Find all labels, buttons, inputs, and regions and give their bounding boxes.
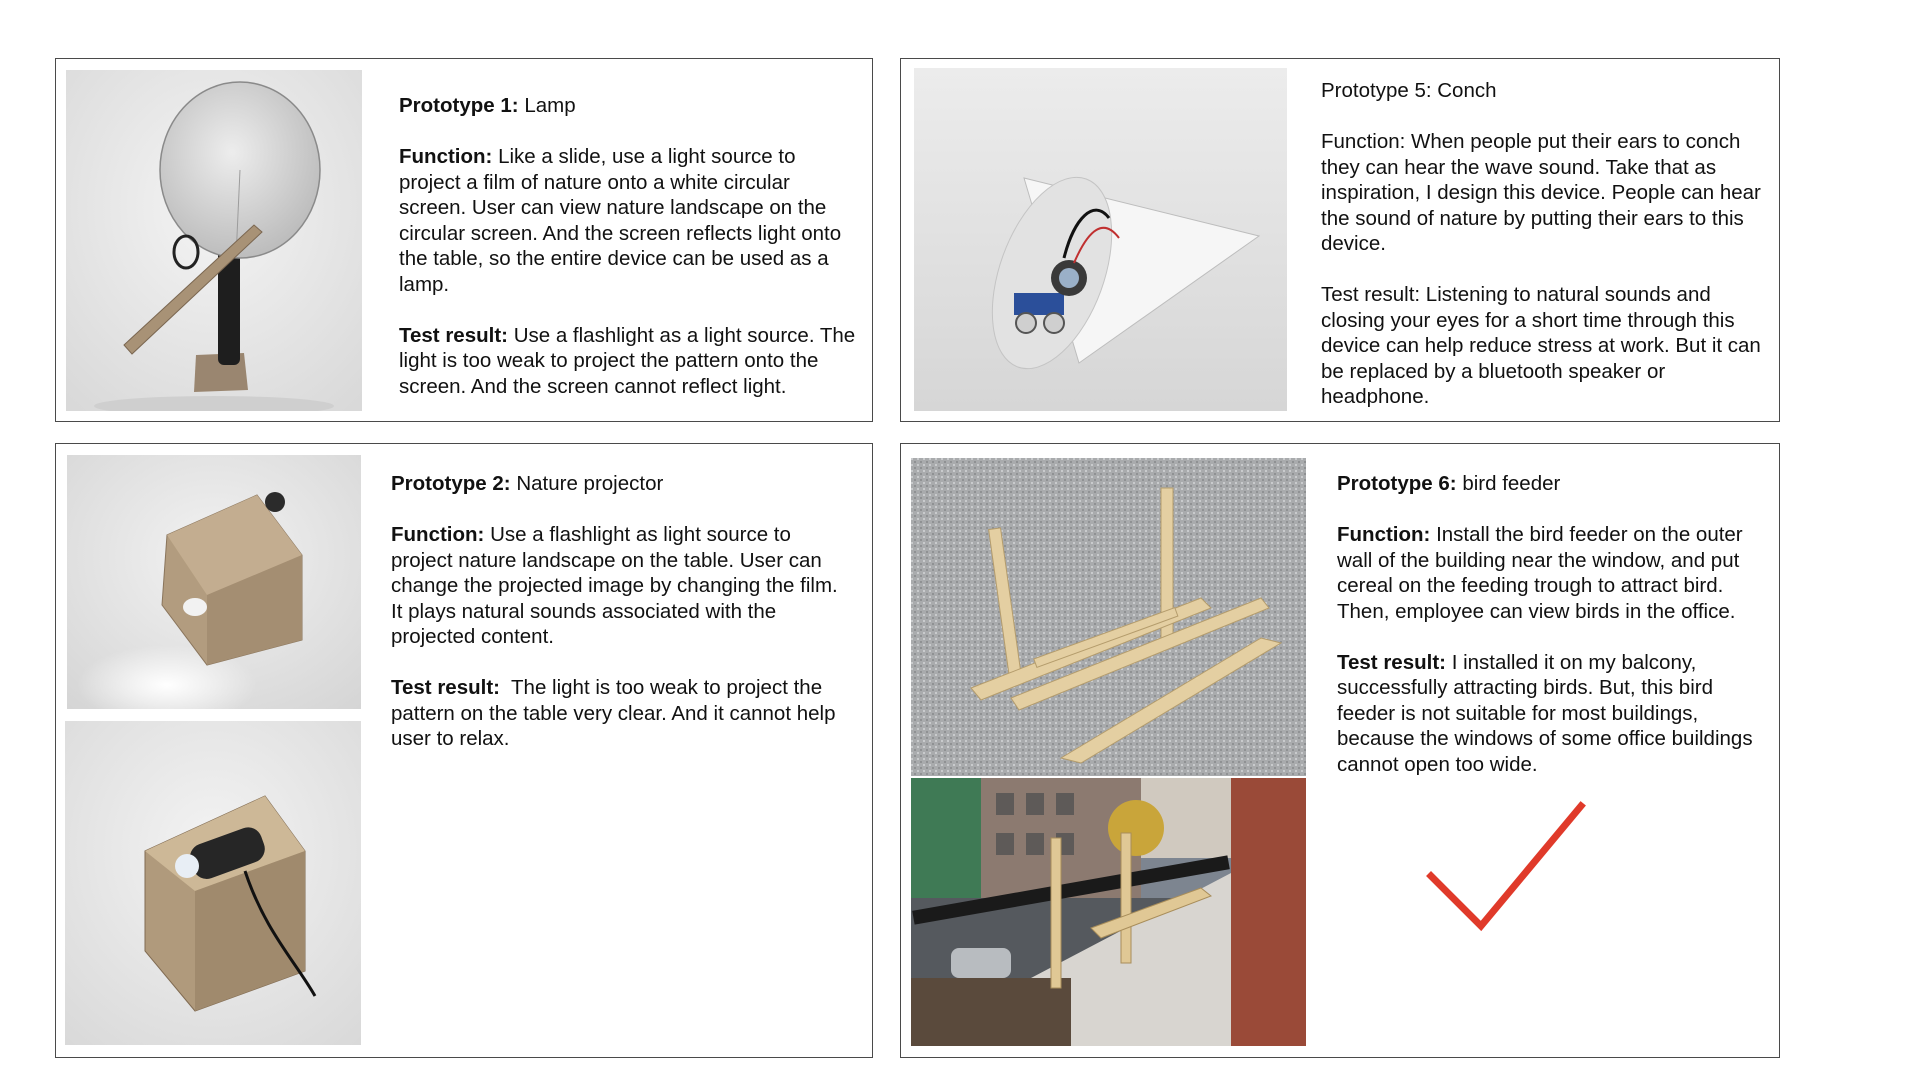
- nature-projector-photo-2: [65, 721, 361, 1045]
- prototype-6-title-label: Prototype 6:: [1337, 472, 1457, 495]
- prototype-5-card: [900, 58, 1780, 422]
- bird-feeder-photo-2: [911, 778, 1306, 1046]
- prototype-2-title-label: Prototype 2:: [391, 472, 511, 495]
- prototype-1-function-text: Like a slide, use a light source to project a film of nature onto a white circular screen. User can view nature landscape on the circular screen. And the screen reflects light onto the table, so the entire device can be used as a lamp.: [399, 145, 842, 296]
- prototype-2-function-text: Use a flashlight as light source to project nature landscape on the table. User can change the projected image by changing the film. It plays natural sounds associated with the projected content.: [391, 523, 838, 648]
- prototype-2-text: [391, 471, 851, 752]
- prototype-5-function: Function: When people put their ears to conch they can hear the wave sound. Take that as inspiration, I design this device. People can hear the sound of nature by putting their ears to this device.: [1321, 130, 1761, 255]
- prototype-6-function: [1337, 522, 1767, 624]
- prototype-1-function-label: Function:: [399, 145, 493, 168]
- lamp-prototype-photo: [66, 70, 362, 411]
- prototype-2-title: [391, 471, 851, 497]
- bird-feeder-photo-1: [911, 458, 1306, 776]
- prototype-1-title-label: Prototype 1:: [399, 94, 519, 117]
- checkmark-icon: [1421, 796, 1591, 946]
- prototype-6-card: [900, 443, 1780, 1058]
- prototype-2-title-value: Nature projector: [516, 472, 664, 495]
- prototype-2-function-label: Function:: [391, 523, 485, 546]
- prototype-1-function: [399, 144, 857, 297]
- prototype-5-text: [1321, 78, 1761, 410]
- prototype-1-title-value: Lamp: [524, 94, 576, 117]
- prototype-5-title: Prototype 5: Conch: [1321, 79, 1497, 102]
- prototype-1-title: [399, 93, 857, 119]
- prototype-6-function-text: Install the bird feeder on the outer wall of the building near the window, and put cereal on the feeding trough to attract bird. Then, employee can view birds in the office.: [1337, 523, 1743, 623]
- prototype-2-card: [55, 443, 873, 1058]
- prototype-2-function: [391, 522, 851, 650]
- prototype-1-result-text: Use a flashlight as a light source. The light is too weak to project the pattern onto the screen. And the screen cannot reflect light.: [399, 323, 856, 398]
- prototype-6-result-label: Test result:: [1337, 650, 1446, 674]
- prototype-6-result-text: I installed it on my balcony, successfully attracting birds. But, this bird feeder is not suitable for most buildings, because the windows of some office buildings cannot open too wide.: [1337, 650, 1753, 776]
- prototype-2-result: [391, 675, 851, 752]
- prototype-5-result: Test result: Listening to natural sounds and closing your eyes for a short time through this device can help reduce stress at work. But it can be replaced by a bluetooth speaker or headphone.: [1321, 283, 1761, 408]
- conch-prototype-photo: [914, 68, 1287, 411]
- prototype-1-card: [55, 58, 873, 422]
- prototype-6-title-value: bird feeder: [1462, 472, 1561, 495]
- prototype-6-title: [1337, 471, 1767, 497]
- prototype-2-result-text: The light is too weak to project the pattern on the table very clear. And it cannot help user to relax.: [391, 676, 836, 750]
- prototype-1-result: [399, 323, 857, 400]
- prototype-6-result: [1337, 650, 1767, 778]
- prototype-1-result-label: Test result:: [399, 323, 508, 347]
- nature-projector-photo-1: [67, 455, 361, 709]
- prototype-6-function-label: Function:: [1337, 523, 1431, 546]
- prototype-6-text: [1337, 471, 1767, 777]
- prototype-2-result-label: Test result:: [391, 676, 500, 699]
- prototype-1-text: [399, 93, 857, 399]
